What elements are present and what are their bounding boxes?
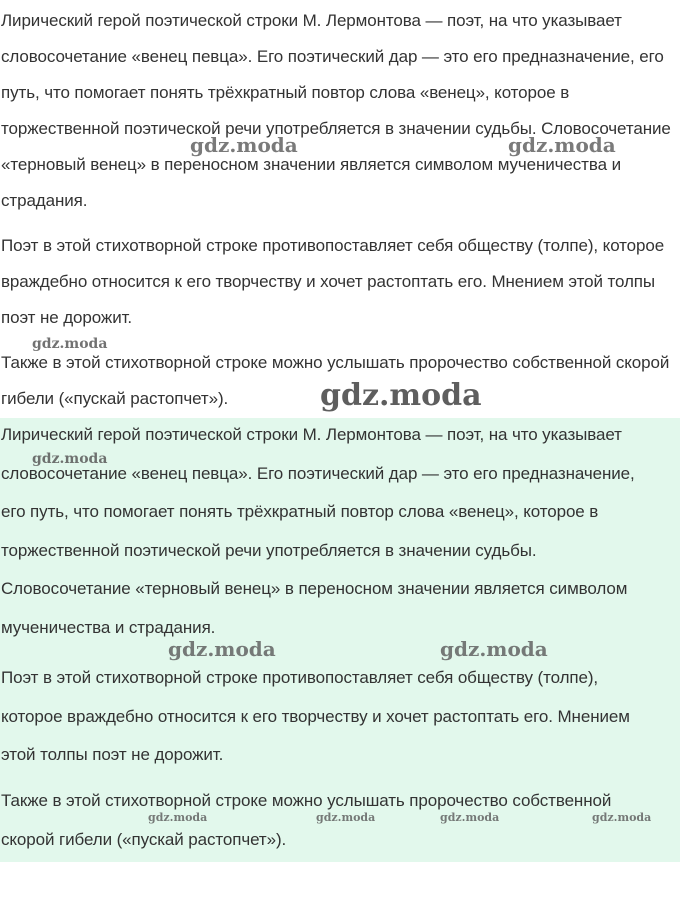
watermark-logo: gdz.moda xyxy=(592,811,652,824)
watermark-logo: gdz.moda xyxy=(508,133,616,157)
paragraph-society: Поэт в этой стихотворной строке противопоставляет себя обществу (толпе), которое враждебно относится к его творчеству и хочет растоптать его. Мнением этой толпы поэт не дорожит. xyxy=(1,668,630,764)
watermark-logo: gdz.moda xyxy=(168,637,276,661)
answer-block-highlighted xyxy=(0,418,680,862)
watermark-logo: gdz.moda xyxy=(190,133,298,157)
paragraph-hero: Лирический герой поэтической строки М. Лермонтова — поэт, на что указывает словосочетание «венец певца». Его поэтический дар — это его предназначение, его путь, что помогает понять трёхкратный повтор слова «венец», которое в торжественной поэтической речи употребляется в значении судьбы. Словосочетание «терновый венец» в переносном значении является символом мученичества и страдания. xyxy=(1,11,671,210)
paragraph-hero: Лирический герой поэтической строки М. Лермонтова — поэт, на что указывает словосочетание «венец певца». Его поэтический дар — это его предназначение, его путь, что помогает понять трёхкратный повтор слова «венец», которое в торжественной поэтической речи употребляется в значении судьбы. Словосочетание «терновый венец» в переносном значении является символом мученичества и страдания. xyxy=(1,425,635,637)
watermark-logo: gdz.moda xyxy=(32,336,108,352)
watermark-logo: gdz.moda xyxy=(440,811,500,824)
paragraph-prophecy: Также в этой стихотворной строке можно услышать пророчество собственной скорой гибели («пускай растопчет»). xyxy=(1,791,612,849)
paragraph-society: Поэт в этой стихотворной строке противопоставляет себя обществу (толпе), которое враждебно относится к его творчеству и хочет растоптать его. Мнением этой толпы поэт не дорожит. xyxy=(1,236,665,327)
watermark-logo: gdz.moda xyxy=(320,378,482,413)
paragraph-prophecy: Также в этой стихотворной строке можно услышать пророчество собственной скорой гибели («пускай растопчет»). xyxy=(1,353,670,408)
watermark-logo: gdz.moda xyxy=(440,637,548,661)
watermark-logo: gdz.moda xyxy=(148,811,208,824)
watermark-logo: gdz.moda xyxy=(32,451,108,467)
watermark-logo: gdz.moda xyxy=(316,811,376,824)
answer-block-plain xyxy=(0,0,680,418)
